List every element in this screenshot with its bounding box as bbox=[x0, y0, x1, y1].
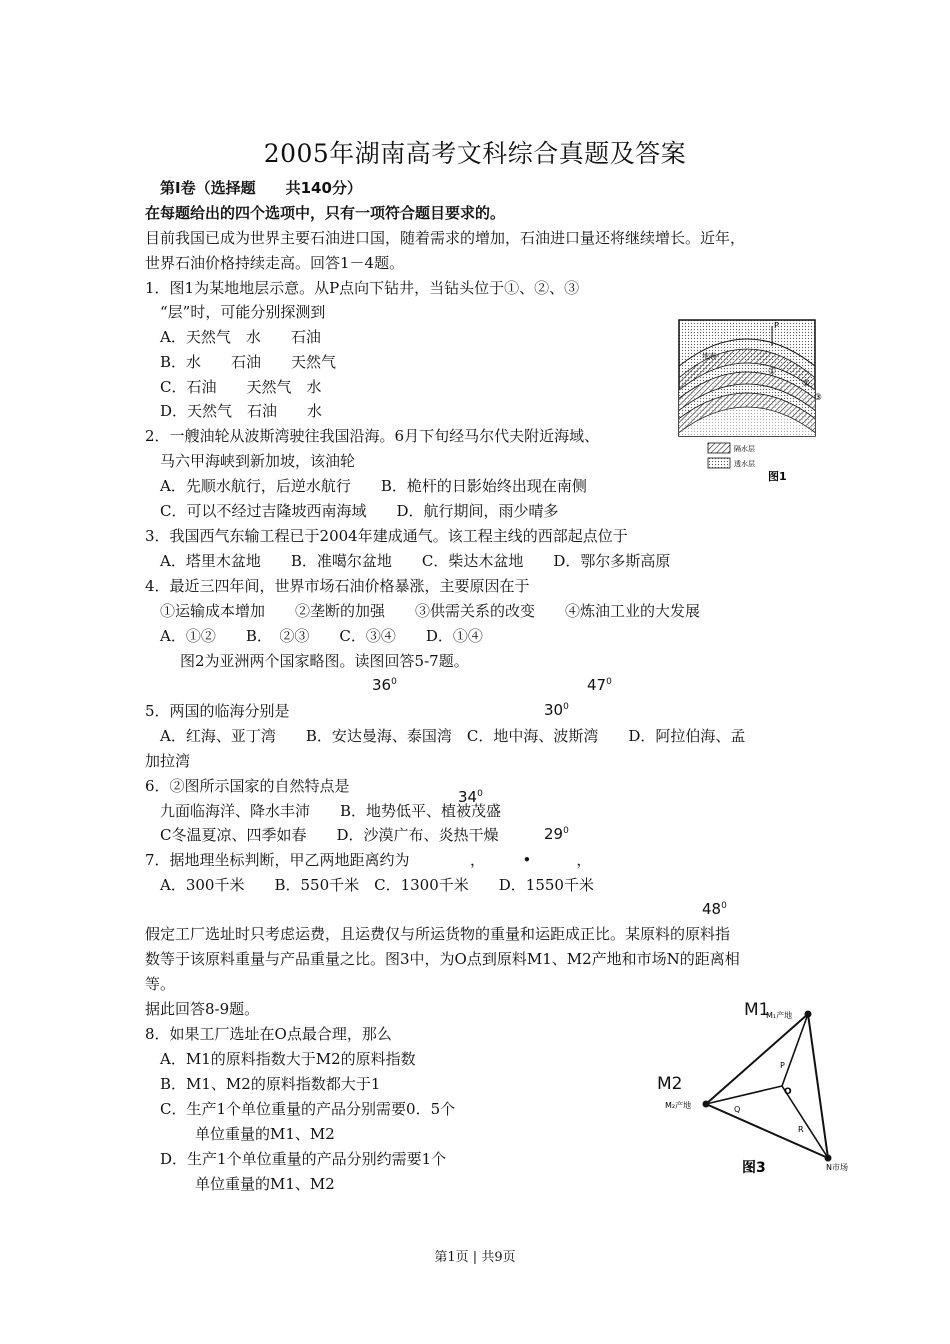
option-b: B．水 石油 天然气 bbox=[160, 353, 337, 371]
question-8-stem: 8．如果工厂选址在O点最合理，那么 bbox=[145, 1025, 392, 1043]
figure-1-strata-diagram bbox=[672, 316, 822, 486]
legend-aquifer-label: 透水层 bbox=[734, 460, 755, 468]
label-m2-site: M₂产地 bbox=[665, 1101, 692, 1110]
question-5-options: 加拉湾 bbox=[145, 752, 191, 770]
label-q: Q bbox=[734, 1105, 741, 1114]
figure-3-caption: 图3 bbox=[742, 1160, 766, 1176]
intro-text: 世界石油价格持续走高。回答1－4题。 bbox=[145, 254, 405, 272]
options-cd: C．可以不经过吉隆坡西南海域 D．航行期间，雨少晴多 bbox=[160, 502, 559, 520]
figure-marks: ， • ， bbox=[470, 851, 592, 869]
label-r: R bbox=[798, 1125, 804, 1134]
intro-text: 数等于该原料重量与产品重量之比。图3中，为O点到原料M1、M2产地和市场N的距离相 bbox=[145, 950, 740, 968]
label-m1: M1 bbox=[744, 1000, 770, 1020]
label-p: P bbox=[774, 321, 779, 330]
option-c: C．生产1个单位重量的产品分别需要0．5个 bbox=[160, 1100, 456, 1118]
degree-label: $29^0$ bbox=[544, 825, 569, 843]
section-heading: 第Ⅰ卷（选择题 共140分） bbox=[160, 179, 362, 197]
degree-label: $30^0$ bbox=[544, 701, 569, 719]
label-m2: M2 bbox=[657, 1074, 683, 1094]
degree-label: $48^0$ bbox=[702, 900, 727, 918]
figure-3-location-diagram bbox=[660, 1000, 860, 1180]
option-a: A．M1的原料指数大于M2的原料指数 bbox=[160, 1050, 416, 1068]
option-a: A．天然气 水 石油 bbox=[160, 328, 321, 346]
option-d: D．生产1个单位重量的产品分别约需要1个 bbox=[160, 1150, 447, 1168]
option-c: C．石油 天然气 水 bbox=[160, 378, 322, 396]
question-1-stem: “层”时，可能分别探测到 bbox=[160, 303, 326, 321]
question-7-stem: 7．据地理坐标判断，甲乙两地距离约为 bbox=[145, 851, 410, 869]
label-m1-site: M₁产地 bbox=[766, 1011, 793, 1020]
degree-label: $34^0$ bbox=[458, 788, 483, 806]
intro-text: 等。 bbox=[145, 975, 176, 993]
question-6-stem: 6．②图所示国家的自然特点是 bbox=[145, 777, 350, 795]
question-3-stem: 3．我国西气东输工程已于2004年建成通气。该工程主线的西部起点位于 bbox=[145, 527, 628, 545]
figure-2-intro: 图2为亚洲两个国家略图。读图回答5-7题。 bbox=[180, 652, 469, 670]
question-5-options: A．红海、亚丁湾 B．安达曼海、泰国湾 C．地中海、波斯湾 D．阿拉伯海、孟 bbox=[160, 727, 746, 745]
question-5-stem: 5．两国的临海分别是 bbox=[145, 702, 290, 720]
option-d: D．天然气 石油 水 bbox=[160, 402, 323, 420]
figure-1-caption: 图1 bbox=[768, 470, 787, 483]
legend-aquifer-swatch bbox=[708, 458, 730, 468]
question-4-stem: 4．最近三四年间，世界市场石油价格暴涨，主要原因在于 bbox=[145, 577, 530, 595]
question-1-stem: 1．图1为某地地层示意。从P点向下钻井，当钻头位于①、②、③ bbox=[145, 279, 580, 297]
legend-aquiclude-swatch bbox=[708, 443, 730, 453]
degree-label: $47^0$ bbox=[587, 676, 612, 694]
label-o: O bbox=[784, 1087, 792, 1097]
intro-text: 假定工厂选址时只考虑运费，且运费仅与所运货物的重量和运距成正比。某原料的原料指 bbox=[145, 925, 731, 943]
instruction: 在每题给出的四个选项中，只有一项符合题目要求的。 bbox=[145, 204, 506, 222]
question-2-stem: 2．一艘油轮从波斯湾驶往我国沿海。6月下旬经马尔代夫附近海域、 bbox=[145, 427, 600, 445]
page-title: 2005年湖南高考文科综合真题及答案 bbox=[263, 139, 687, 168]
layer-1-label: ① bbox=[768, 367, 777, 377]
option-c: 单位重量的M1、M2 bbox=[195, 1125, 335, 1143]
question-6-options: C冬温夏凉、四季如春 D．沙漠广布、炎热干燥 bbox=[160, 826, 499, 844]
intro-text: 目前我国已成为世界主要石油进口国，随着需求的增加，石油进口量还将继续增长。近年， bbox=[145, 229, 746, 247]
question-7-options: A．300千米 B．550千米 C．1300千米 D．1550千米 bbox=[160, 876, 594, 894]
question-4-options: A．①② B． ②③ C．③④ D．①④ bbox=[160, 627, 483, 645]
question-4-items: ①运输成本增加 ②垄断的加强 ③供需关系的改变 ④炼油工业的大发展 bbox=[160, 602, 701, 620]
option-d: 单位重量的M1、M2 bbox=[195, 1175, 335, 1193]
question-3-options: A．塔里木盆地 B．准噶尔盆地 C．柴达木盆地 D．鄂尔多斯高原 bbox=[160, 552, 671, 570]
intro-text: 据此回答8-9题。 bbox=[145, 1000, 260, 1018]
legend-aquiclude-label: 隔水层 bbox=[734, 445, 755, 453]
question-2-stem: 马六甲海峡到新加坡，该油轮 bbox=[160, 452, 356, 470]
layer-2-label: ② bbox=[802, 379, 811, 389]
options-ab: A．先顺水航行，后逆水航行 B．桅杆的日影始终出现在南侧 bbox=[160, 477, 587, 495]
option-b: B．M1、M2的原料指数都大于1 bbox=[160, 1075, 381, 1093]
label-p: P bbox=[780, 1061, 785, 1070]
label-surface: 地表 bbox=[702, 352, 716, 360]
degree-label: $36^0$ bbox=[372, 676, 397, 694]
layer-3-label: ③ bbox=[813, 393, 822, 403]
question-6-options: 九面临海洋、降水丰沛 B．地势低平、植被茂盛 bbox=[160, 802, 502, 820]
label-market-n: N市场 bbox=[826, 1163, 848, 1172]
page-footer: 第1页 | 共9页 bbox=[434, 1250, 516, 1265]
